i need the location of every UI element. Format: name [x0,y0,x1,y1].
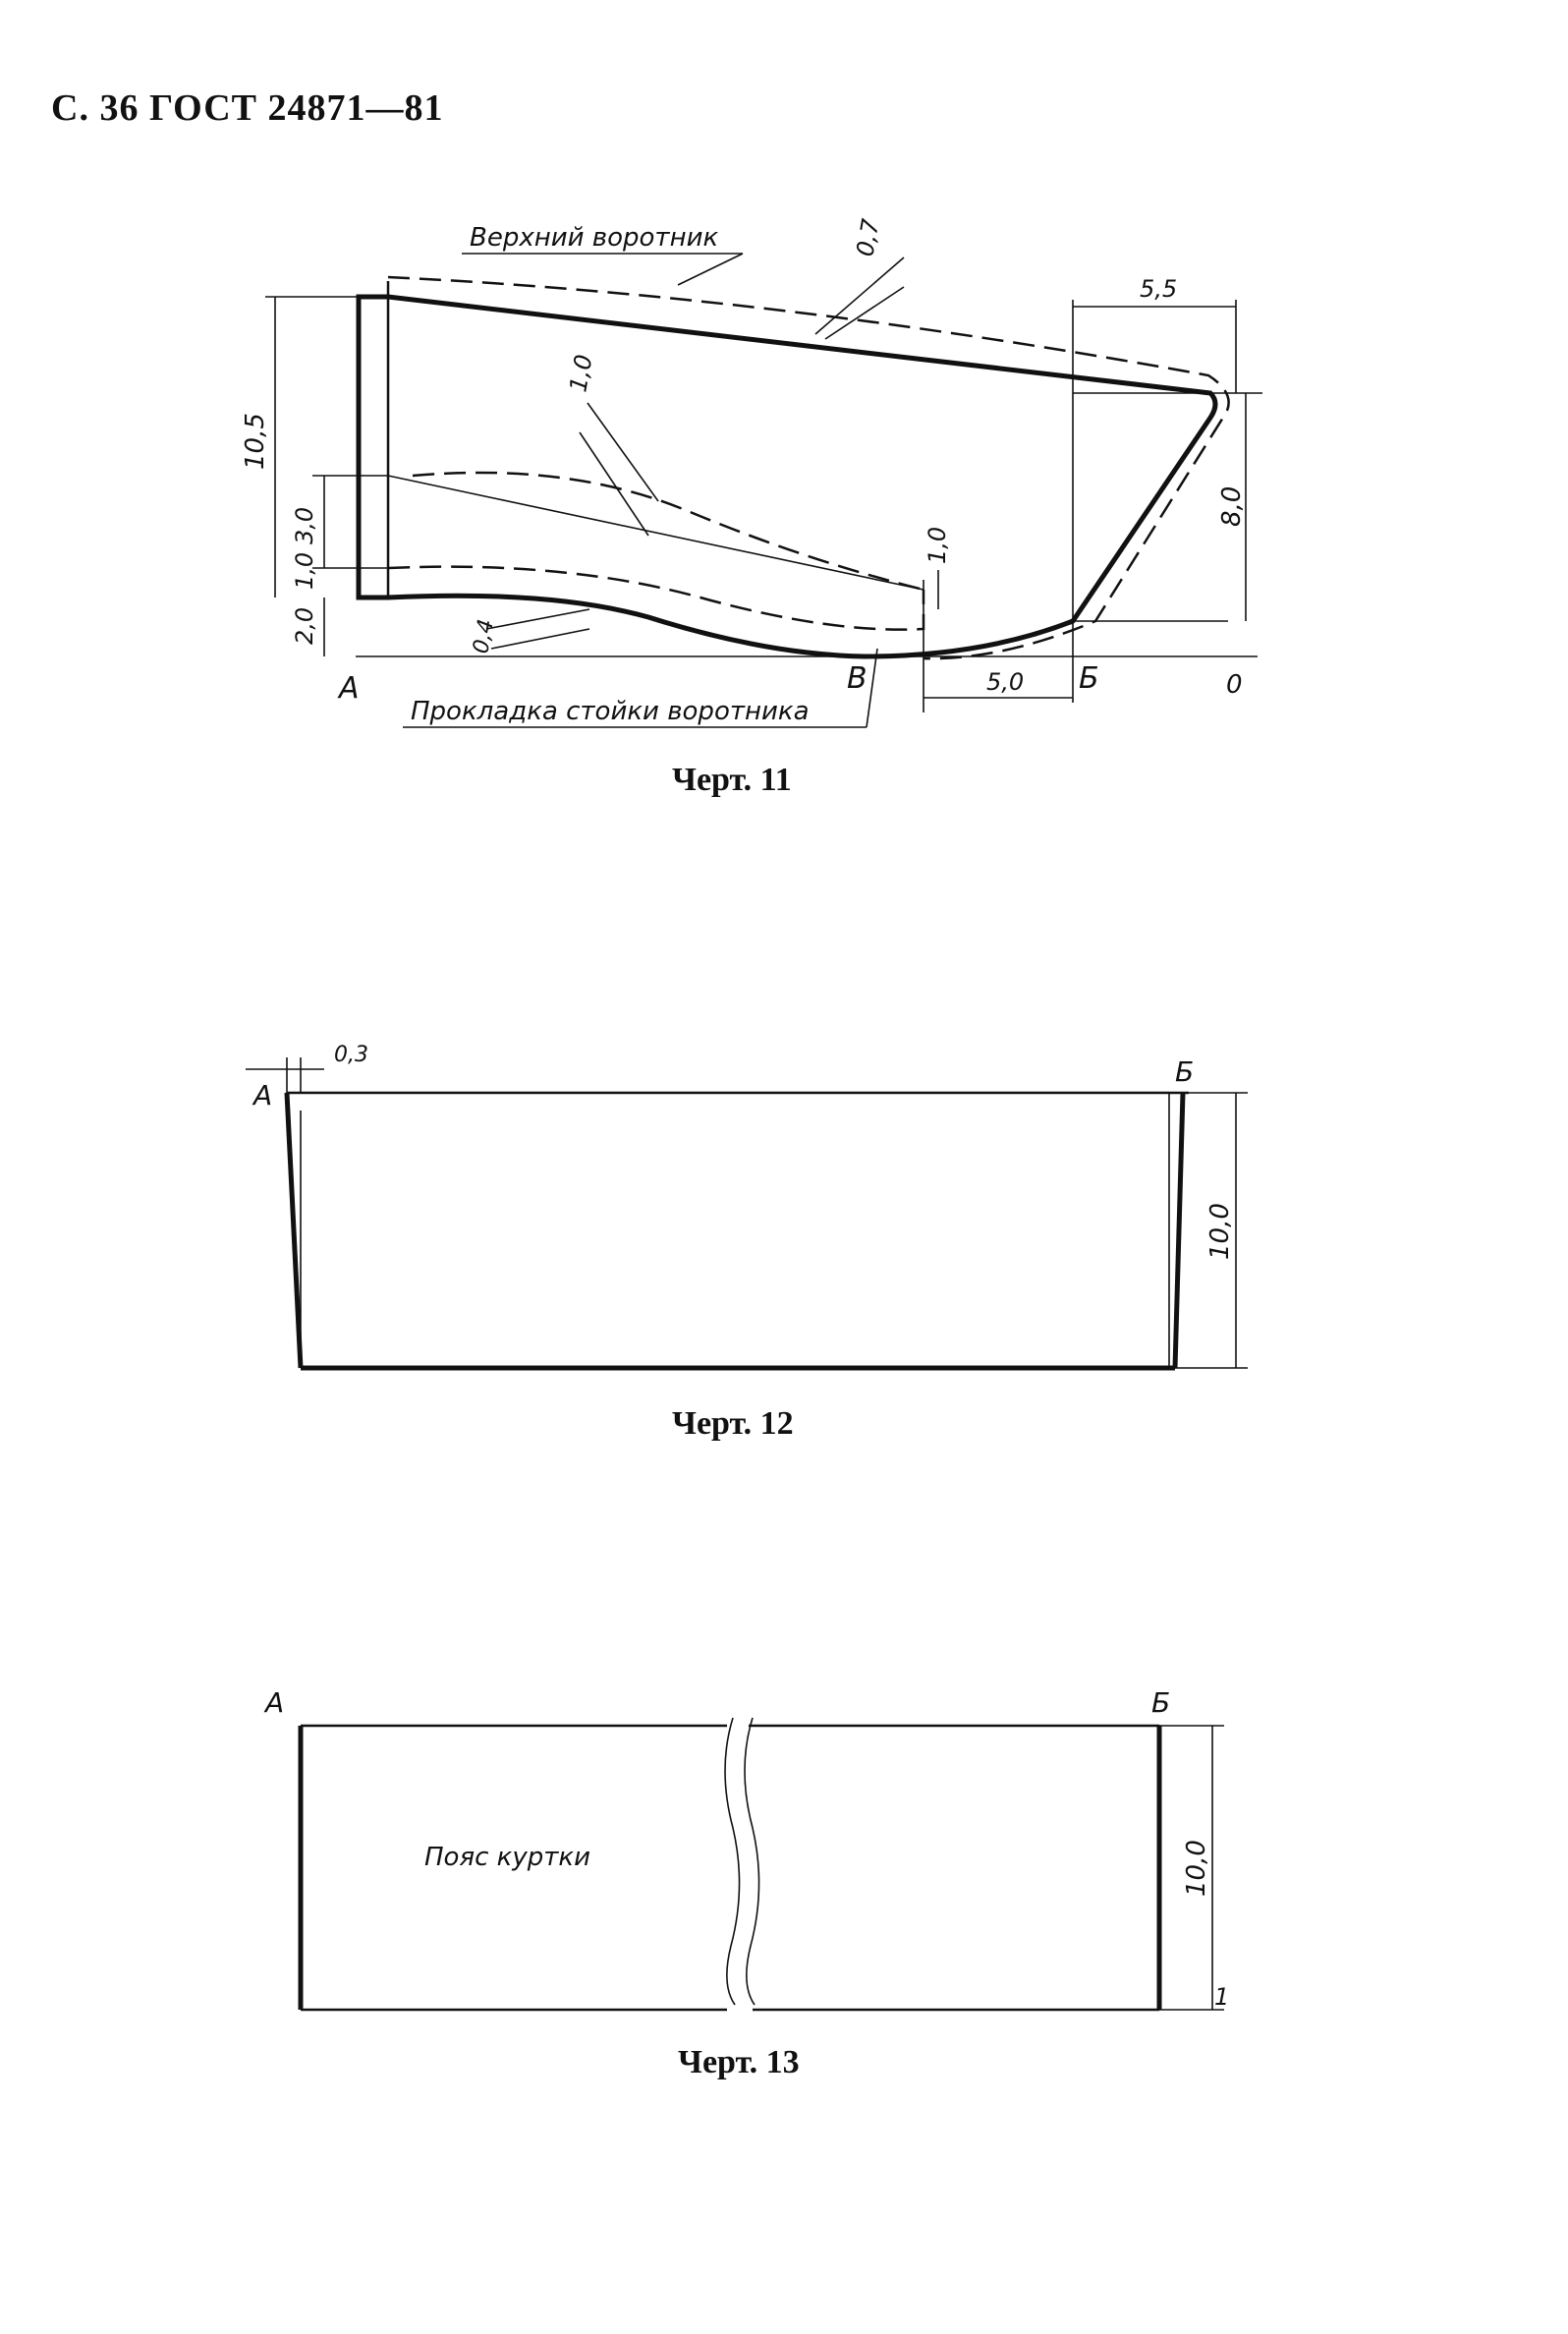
stand-dashed-curve [413,473,924,590]
leader-0-7-b [825,287,904,339]
figure-12-labels [252,1043,1235,1260]
dim-3-0-text: 3,0 [291,506,318,544]
dim-5-0-text: 5,0 [986,668,1025,696]
dim-1-0-right-text: 1,0 [924,526,951,564]
waistband-piece [246,1057,1248,1368]
leader-upper-collar-slant [678,254,743,285]
break-line-left [725,1718,740,2005]
label-part-name: Пояс куртки [424,1843,590,1872]
figure-12-drawing [0,1022,1568,1366]
figure-13-labels [263,1686,1229,2011]
leader-1-0-top-b [580,432,648,536]
dim-10-5-text: 10,5 [241,413,270,470]
figure-13-caption: Черт. 13 [678,2044,800,2080]
collar-outline [359,297,1215,656]
dim-1-0-top-text: 1,0 [564,352,598,395]
guide-line-mid [388,476,924,590]
dim-0-4-text: 0,4 [469,617,499,656]
label-point-a: А [339,671,360,706]
upper-collar-dashed-outline [388,277,1229,658]
figure-11-labels [241,216,1247,726]
figure-13-drawing [0,1671,1568,2034]
figure-12-caption: Черт. 12 [672,1405,794,1442]
figure-11-caption: Черт. 11 [672,762,792,798]
dim-5-5-text: 5,5 [1140,275,1178,303]
label-zero: 0 [1226,670,1243,700]
label-point-b: Б [1079,661,1099,696]
leader-1-0-top [588,403,658,501]
right-edge [1175,1093,1183,1368]
page-header: С. 36 ГОСТ 24871—81 [51,87,444,129]
guide-line-upper [388,297,1210,393]
label-upper-collar: Верхний воротник [470,223,719,253]
dim-8-0-text: 8,0 [1217,485,1247,527]
label-point-a: А [253,1079,273,1111]
dim-0-7-text: 0,7 [851,216,885,259]
dim-0-3-text: 0,3 [334,1043,368,1067]
leader-0-4-b [491,629,589,649]
break-line-right [745,1718,759,2005]
label-stand-lining: Прокладка стойки воротника [411,697,810,726]
dim-10-0-text: 10,0 [1205,1203,1235,1260]
label-point-b: Б [1151,1686,1171,1719]
dim-10-0-text: 10,0 [1182,1840,1211,1897]
dim-2-0-text: 2,0 [291,606,318,645]
collar-pattern [265,254,1262,727]
leader-stand-lining-slant [867,649,877,727]
label-one: 1 [1214,1983,1230,2011]
label-point-a: А [265,1686,285,1719]
leader-0-4 [486,609,589,629]
left-edge [287,1093,301,1368]
label-point-v: В [847,661,868,696]
figure-11-drawing [0,0,1568,767]
dim-1-0-left-text: 1,0 [291,551,318,590]
label-point-b: Б [1175,1055,1195,1088]
